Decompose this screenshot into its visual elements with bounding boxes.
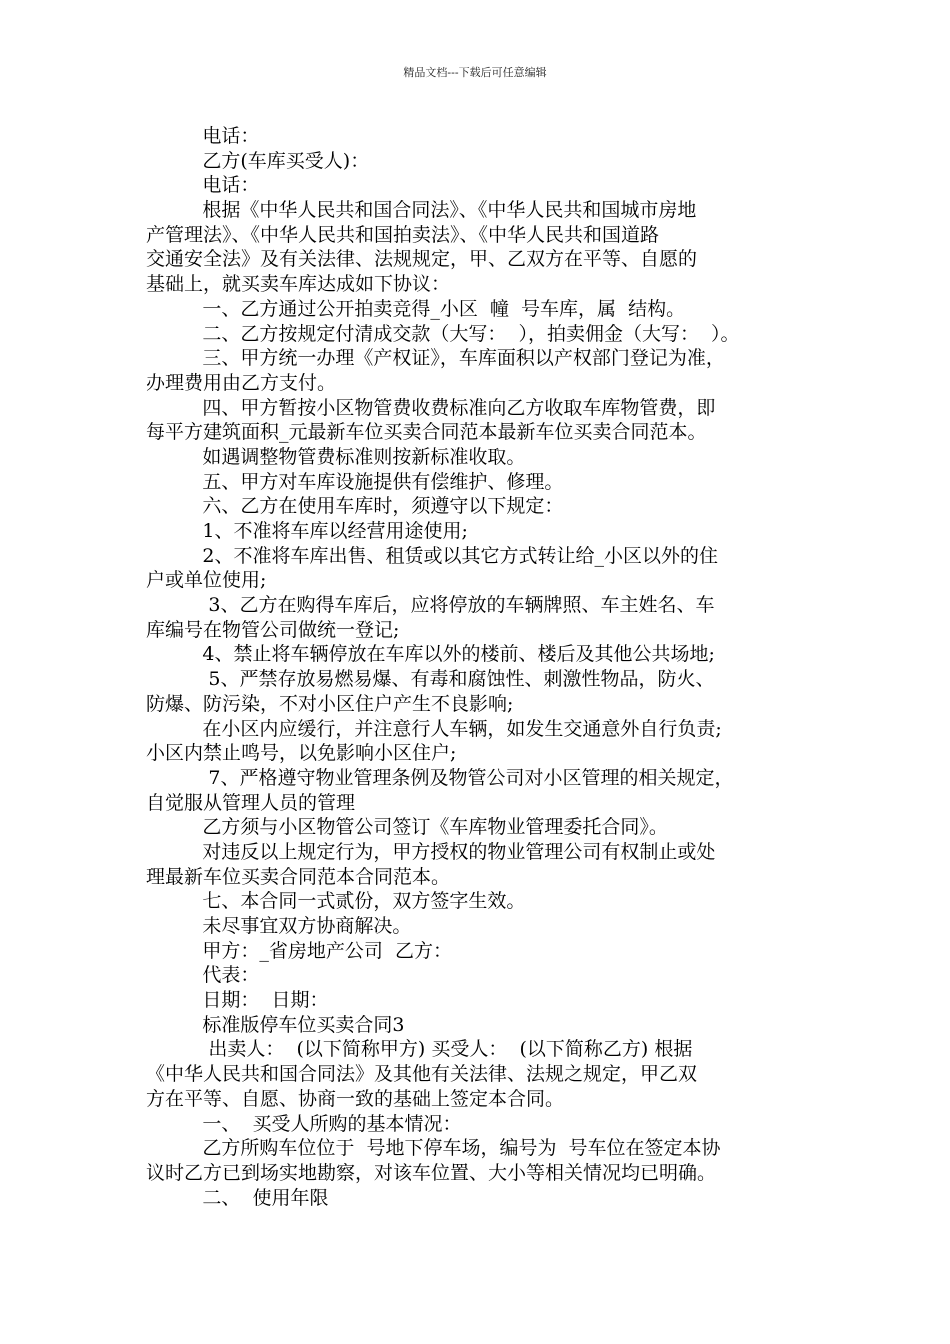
text-line: 方在平等、自愿、协商一致的基础上签定本合同。: [146, 1087, 565, 1110]
page-header: 精品文档---下载后可任意编辑: [403, 66, 547, 79]
text-line: 五、甲方对车库设施提供有偿维护、修理。: [202, 470, 564, 493]
text-line: 二、 使用年限: [202, 1186, 329, 1209]
text-line: 每平方建筑面积_元最新车位买卖合同范本最新车位买卖合同范本。: [146, 421, 707, 444]
text-line: 《中华人民共和国合同法》及其他有关法律、法规之规定，甲乙双: [146, 1063, 698, 1086]
text-line: 库编号在物管公司做统一登记;: [146, 618, 400, 641]
text-line: 乙方所购车位位于 号地下停车场，编号为 号车位在签定本协: [202, 1137, 721, 1160]
text-line: 乙方须与小区物管公司签订《车库物业管理委托合同》。: [202, 816, 668, 839]
text-line: 办理费用由乙方支付。: [146, 371, 337, 394]
text-line: 电话：: [202, 125, 260, 147]
text-line: 标准版停车位买卖合同3: [202, 1013, 405, 1036]
text-line: 3、乙方在购得车库后，应将停放的车辆牌照、车主姓名、车: [202, 594, 715, 617]
text-line: 理最新车位买卖合同范本合同范本。: [146, 865, 451, 888]
document-body: [146, 124, 822, 1210]
text-line: 7、严格遵守物业管理条例及物管公司对小区管理的相关规定，: [202, 766, 734, 789]
text-line: 日期： 日期：: [202, 989, 329, 1012]
text-line: 4、禁止将车辆停放在车库以外的楼前、楼后及其他公共场地;: [202, 643, 715, 666]
text-line: 电话：: [202, 174, 260, 197]
text-line: 议时乙方已到场实地勘察，对该车位置、大小等相关情况均已明确。: [146, 1161, 717, 1184]
text-line: 防爆、防污染，不对小区住户产生不良影响;: [146, 692, 514, 715]
text-line: 5、严禁存放易燃易爆、有毒和腐蚀性、刺激性物品，防火、: [202, 668, 715, 691]
text-line: 交通安全法》及有关法律、法规规定，甲、乙双方在平等、自愿的: [146, 248, 698, 271]
text-line: 未尽事宜双方协商解决。: [202, 915, 412, 937]
text-line: 自觉服从管理人员的管理: [146, 791, 356, 814]
text-line: 小区内禁止鸣号，以免影响小区住户;: [146, 742, 457, 765]
text-line: 二、乙方按规定付清成交款（大写： ），拍卖佣金（大写： ）。: [202, 322, 740, 345]
text-line: 2、不准将车库出售、租赁或以其它方式转让给_小区以外的住: [202, 544, 718, 567]
text-line: 一、 买受人所购的基本情况：: [202, 1112, 462, 1135]
text-line: 如遇调整物管费标准则按新标准收取。: [202, 445, 526, 468]
text-line: 对违反以上规定行为，甲方授权的物业管理公司有权制止或处: [202, 840, 716, 863]
text-line: 出卖人： (以下简称甲方) 买受人： (以下简称乙方) 根据: [202, 1038, 693, 1061]
text-line: 产管理法》、《中华人民共和国拍卖法》、《中华人民共和国道路: [146, 223, 660, 246]
text-line: 乙方(车库买受人)：: [202, 149, 370, 172]
text-line: 四、甲方暂按小区物管费收费标准向乙方收取车库物管费，即: [202, 396, 716, 419]
text-line: 甲方：_省房地产公司 乙方：: [202, 939, 452, 962]
text-line: 六、乙方在使用车库时，须遵守以下规定：: [202, 495, 564, 518]
text-line: 一、乙方通过公开拍卖竞得_小区 幢 号车库，属 结构。: [202, 297, 686, 320]
text-line: 根据《中华人民共和国合同法》、《中华人民共和国城市房地: [202, 199, 697, 222]
text-line: 七、本合同一式贰份，双方签字生效。: [202, 890, 526, 913]
text-line: 1、不准将车库以经营用途使用;: [202, 520, 468, 542]
text-line: 户或单位使用;: [146, 569, 267, 592]
text-line: 基础上，就买卖车库达成如下协议：: [146, 273, 451, 296]
text-line: 代表：: [202, 964, 260, 987]
text-line: 三、甲方统一办理《产权证》，车库面积以产权部门登记为准，: [202, 347, 725, 370]
text-line: 在小区内应缓行，并注意行人车辆，如发生交通意外自行负责;: [202, 717, 722, 740]
